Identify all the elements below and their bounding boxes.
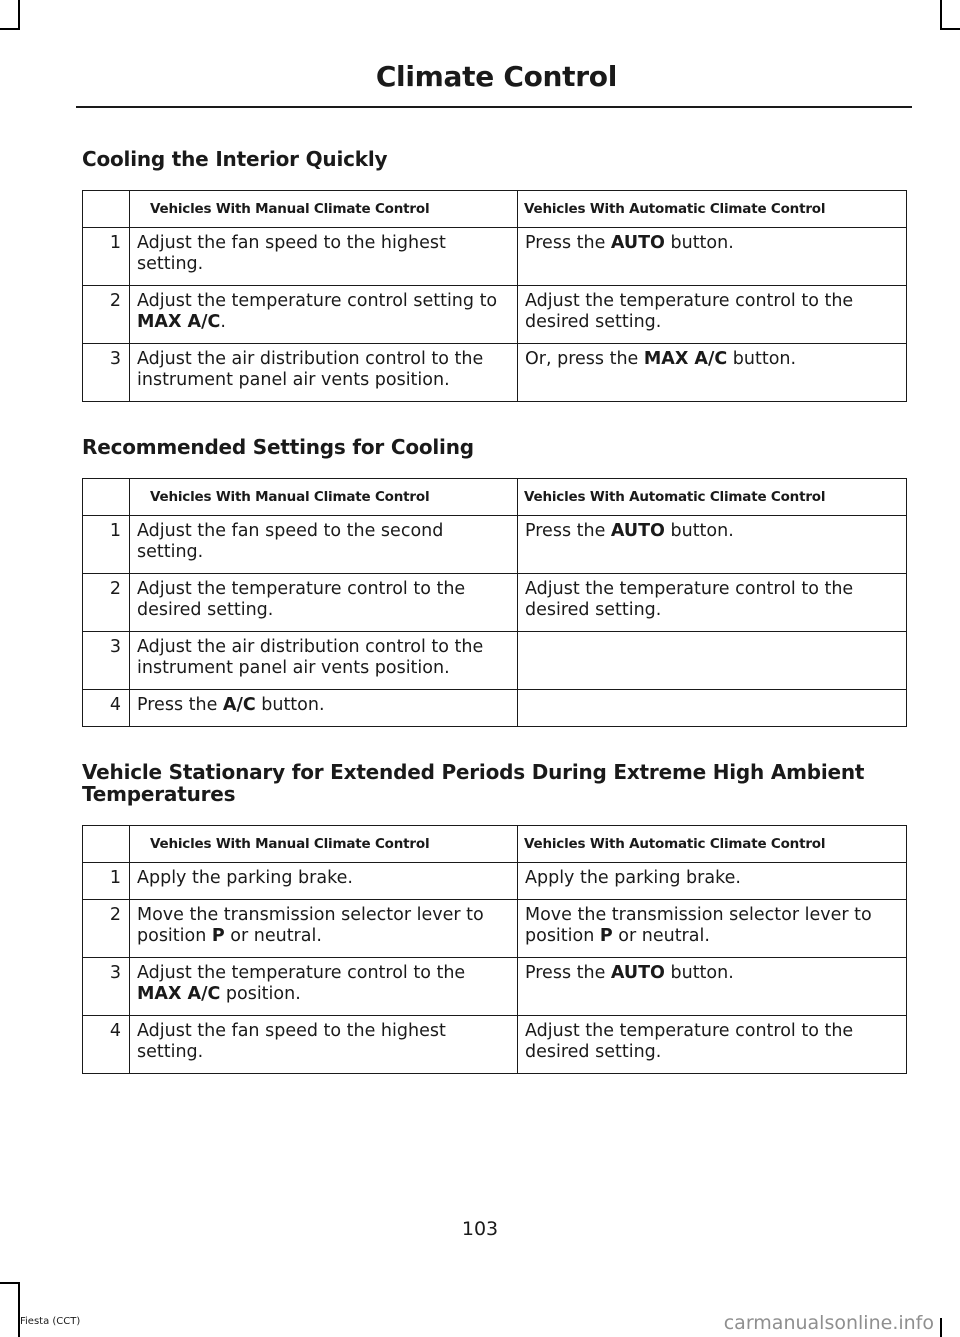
step-number: 2 — [83, 286, 130, 344]
automatic-step: Adjust the temperature control to the desired setting. — [518, 574, 907, 632]
manual-step: Move the transmission selector lever to position P or neutral. — [130, 900, 518, 958]
manual-step: Adjust the air distribution control to the instrument panel air vents position. — [130, 632, 518, 690]
section-stationary-extreme-heat — [82, 761, 906, 1074]
steps-table — [82, 190, 907, 402]
section-heading: Vehicle Stationary for Extended Periods During Extreme High Ambient Temperatures — [82, 760, 865, 806]
table-header-row — [83, 479, 907, 516]
page-title: Climate Control — [375, 60, 617, 93]
table-row — [83, 632, 907, 690]
column-header-number — [83, 191, 130, 228]
crop-mark — [18, 0, 20, 30]
manual-step: Apply the parking brake. — [130, 863, 518, 900]
page-number: 103 — [461, 1218, 499, 1240]
automatic-step: Adjust the temperature control to the desired setting. — [518, 1016, 907, 1074]
step-number: 2 — [83, 574, 130, 632]
table-row — [83, 344, 907, 402]
automatic-step: Press the AUTO button. — [518, 228, 907, 286]
section-heading: Recommended Settings for Cooling — [82, 435, 474, 459]
table-row — [83, 958, 907, 1016]
table-row — [83, 516, 907, 574]
crop-mark — [940, 1318, 942, 1337]
table-header-row — [83, 191, 907, 228]
manual-step: Adjust the fan speed to the highest setting. — [130, 1016, 518, 1074]
crop-mark — [0, 28, 20, 30]
document-footer: Fiesta (CCT) — [20, 1316, 81, 1327]
step-number: 3 — [83, 958, 130, 1016]
step-number: 2 — [83, 900, 130, 958]
steps-table — [82, 478, 907, 727]
manual-step: Adjust the fan speed to the second setting. — [130, 516, 518, 574]
column-header-automatic: Vehicles With Automatic Climate Control — [518, 479, 907, 516]
crop-mark — [940, 28, 960, 30]
header-divider — [76, 106, 912, 108]
manual-step: Adjust the temperature control setting to MAX A/C. — [130, 286, 518, 344]
section-heading: Cooling the Interior Quickly — [82, 147, 388, 171]
column-header-automatic: Vehicles With Automatic Climate Control — [518, 826, 907, 863]
crop-mark — [0, 1282, 20, 1284]
column-header-automatic: Vehicles With Automatic Climate Control — [518, 191, 907, 228]
table-row — [83, 1016, 907, 1074]
column-header-manual: Vehicles With Manual Climate Control — [130, 826, 518, 863]
table-row — [83, 900, 907, 958]
table-row — [83, 690, 907, 727]
automatic-step: Move the transmission selector lever to position P or neutral. — [518, 900, 907, 958]
section-cooling-quickly — [82, 148, 906, 402]
section-recommended-cooling — [82, 436, 906, 727]
manual-step: Adjust the fan speed to the highest setting. — [130, 228, 518, 286]
automatic-step: Press the AUTO button. — [518, 958, 907, 1016]
table-row — [83, 286, 907, 344]
step-number: 1 — [83, 228, 130, 286]
manual-step: Press the A/C button. — [130, 690, 518, 727]
manual-step: Adjust the air distribution control to the instrument panel air vents position. — [130, 344, 518, 402]
step-number: 4 — [83, 1016, 130, 1074]
step-number: 3 — [83, 632, 130, 690]
column-header-manual: Vehicles With Manual Climate Control — [130, 479, 518, 516]
automatic-step — [518, 632, 907, 690]
watermark: carmanualsonline.info — [723, 1312, 934, 1334]
automatic-step: Apply the parking brake. — [518, 863, 907, 900]
column-header-number — [83, 826, 130, 863]
step-number: 1 — [83, 863, 130, 900]
automatic-step: Or, press the MAX A/C button. — [518, 344, 907, 402]
table-row — [83, 228, 907, 286]
automatic-step — [518, 690, 907, 727]
table-header-row — [83, 826, 907, 863]
table-row — [83, 863, 907, 900]
step-number: 1 — [83, 516, 130, 574]
crop-mark — [940, 0, 942, 30]
automatic-step: Adjust the temperature control to the desired setting. — [518, 286, 907, 344]
manual-step: Adjust the temperature control to the MAX A/C position. — [130, 958, 518, 1016]
column-header-manual: Vehicles With Manual Climate Control — [130, 191, 518, 228]
steps-table — [82, 825, 907, 1074]
column-header-number — [83, 479, 130, 516]
step-number: 3 — [83, 344, 130, 402]
table-row — [83, 574, 907, 632]
step-number: 4 — [83, 690, 130, 727]
manual-step: Adjust the temperature control to the desired setting. — [130, 574, 518, 632]
automatic-step: Press the AUTO button. — [518, 516, 907, 574]
crop-mark — [18, 1282, 20, 1337]
